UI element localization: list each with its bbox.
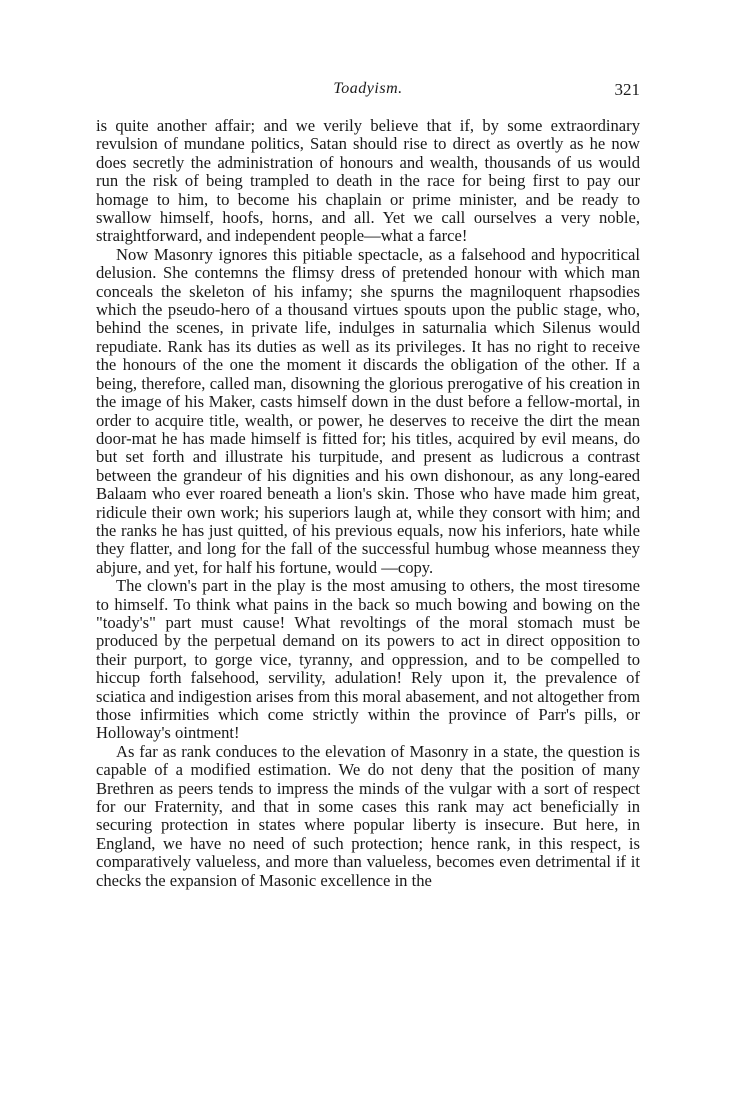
paragraph-rank-conduces: As far as rank conduces to the elevation of Masonry in a state, the question is capable of a modified estimation. We do not deny that the position of many Brethren as peers tends to impress the minds of the vulgar with a sort of respect for our Fraternity, and that in some cases this rank may act beneficially in securing protection in states where popular liberty is insecure. But here, in England, we have no need of such protection; hence rank, in this respect, is comparatively valueless, and more than valueless, becomes even detrimental if it checks the expansion of Masonic excellence in the [96, 741, 640, 890]
paragraph-continuation: is quite another affair; and we verily believe that if, by some extraordinary revulsion of mundane politics, Satan should rise to direct as overtly as he now does secretly the administration of honours and wealth, thousands of us would run the risk of being trampled to death in the race for being first to pay our homage to him, to become his chaplain or prime minister, and be ready to swallow himself, hoofs, horns, and all. Yet we call ourselves a very noble, straightforward, and independent people—what a farce! [96, 116, 640, 246]
running-title: Toadyism. [333, 80, 403, 97]
running-head [96, 80, 640, 104]
body-text [96, 117, 640, 890]
paragraph-clowns-part: The clown's part in the play is the most amusing to others, the most tiresome to himself. To think what pains in the back so much bowing and bowing on the "toady's" part must cause! What revoltings of the moral stomach must be produced by the perpetual demand on its powers to act in direct opposition to their purport, to gorge vice, tyranny, and oppression, and to be compelled to hiccup forth falsehood, servility, adulation! Rely upon it, the prevalence of sciatica and indigestion arises from this moral abasement, and not altogether from those infirmities which come strictly within the province of Parr's pills, or Holloway's ointment! [96, 576, 640, 743]
page-number: 321 [614, 80, 640, 99]
paragraph-masonry-ignores: Now Masonry ignores this pitiable spectacle, as a falsehood and hypocritical delusion. She contemns the flimsy dress of pretended honour with which man conceals the skeleton of his infamy; she spurns the magniloquent rhapsodies which the pseudo-hero of a thousand virtues spouts upon the public stage, who, behind the scenes, in private life, indulges in saturnalia which Silenus would repudiate. Rank has its duties as well as its privileges. It has no right to receive the honours of the one the moment it discards the obligation of the other. If a being, therefore, called man, disowning the glorious prerogative of his creation in the image of his Maker, casts himself down in the dust before a fellow-mortal, in order to acquire title, wealth, or power, he deserves to receive the dirt the mean door-mat he has made himself is fitted for; his titles, acquired by evil means, do but set forth and illustrate his turpitude, and present as ludicrous a contrast between the grandeur of his dignities and his own dishonour, as any long-eared Balaam who ever roared beneath a lion's skin. Those who have made him great, ridicule their own work; his superiors laugh at, while they consort with him; and the ranks he has just quitted, of his previous equals, now his inferiors, hate while they flatter, and long for the fall of the successful humbug whose meanness they abjure, and yet, for half his fortune, would —copy. [96, 244, 640, 577]
